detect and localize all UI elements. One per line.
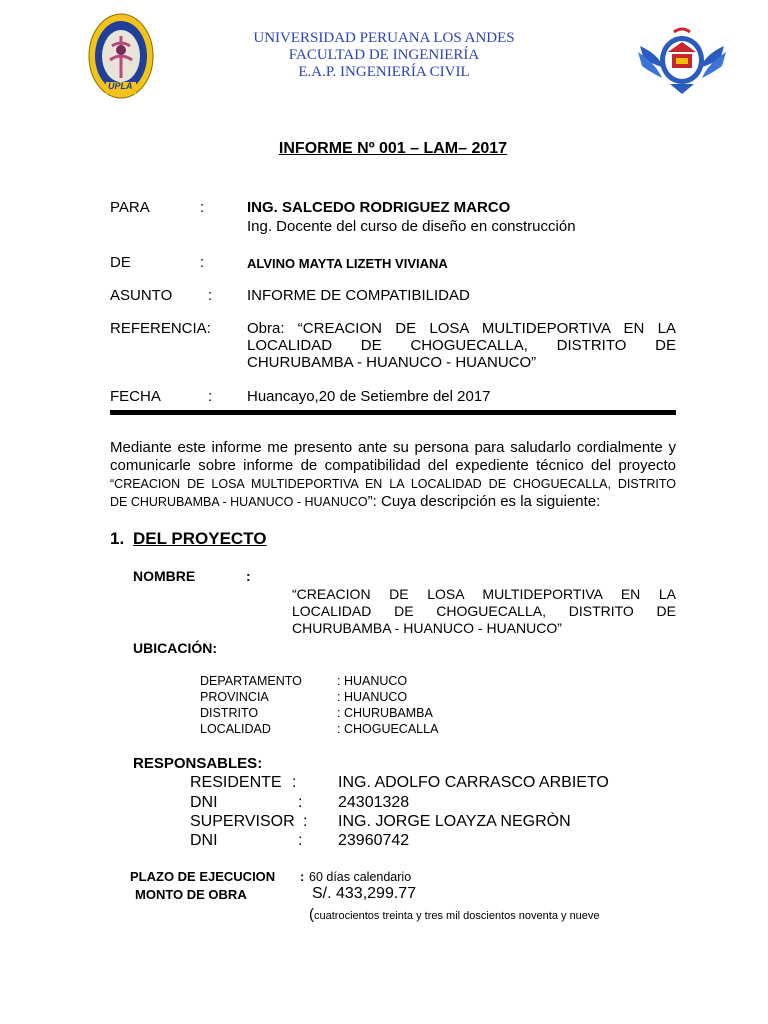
- report-title: INFORME Nº 001 – LAM– 2017: [278, 140, 508, 157]
- fecha-label: FECHA: [110, 388, 161, 405]
- ubicacion-label-2: DISTRITO: [200, 706, 259, 720]
- plazo-value: 60 días calendario: [309, 870, 412, 884]
- header-divider: [110, 410, 676, 415]
- fecha-value: Huancayo,20 de Setiembre del 2017: [247, 388, 491, 405]
- intro-line-4-rest: ”: Cuya descripción es la siguiente:: [367, 493, 601, 510]
- seal-abbrev: UPLA: [108, 81, 133, 91]
- ubicacion-label-0: DEPARTAMENTO: [200, 674, 302, 688]
- nombre-label: NOMBRE: [133, 568, 196, 584]
- ubicacion-value-3: : CHOGUECALLA: [337, 722, 439, 736]
- responsable-colon-3: :: [298, 832, 303, 849]
- intro-line-4-small: DE CHURUBAMBA - HUANUCO - HUANUCO: [110, 495, 368, 509]
- nombre-line-3: CHURUBAMBA - HUANUCO - HUANUCO”: [292, 620, 562, 636]
- plazo-colon: :: [300, 869, 305, 884]
- ubicacion-label-3: LOCALIDAD: [200, 722, 271, 736]
- referencia-label: REFERENCIA:: [110, 320, 211, 337]
- nombre-colon: :: [246, 568, 251, 584]
- nombre-line-1: “CREACION DE LOSA MULTIDEPORTIVA EN LA: [292, 586, 676, 602]
- section-number: 1.: [110, 529, 125, 548]
- responsable-label-3: DNI: [190, 832, 218, 849]
- referencia-line-1: Obra: “CREACION DE LOSA MULTIDEPORTIVA EN LA: [247, 320, 676, 337]
- para-role: Ing. Docente del curso de diseño en construcción: [247, 218, 576, 235]
- referencia-value: [247, 320, 676, 371]
- responsables-label: RESPONSABLES:: [133, 755, 263, 772]
- monto-value: S/. 433,299.77: [312, 885, 417, 902]
- asunto-value: INFORME DE COMPATIBILIDAD: [247, 287, 470, 304]
- monto-words: [309, 906, 600, 924]
- university-name: UNIVERSIDAD PERUANA LOS ANDES: [253, 30, 515, 46]
- referencia-line-3: CHURUBAMBA - HUANUCO - HUANUCO”: [247, 354, 537, 371]
- faculty-emblem-logo: [636, 24, 728, 96]
- monto-words-paren: (: [309, 906, 314, 923]
- responsable-value-3: 23960742: [338, 832, 410, 849]
- ubicacion-value-2: : CHURUBAMBA: [337, 706, 433, 720]
- responsable-colon-0: :: [292, 774, 297, 791]
- ubicacion-label: UBICACIÓN:: [133, 640, 217, 656]
- asunto-colon: :: [208, 287, 213, 304]
- plazo-label: PLAZO DE EJECUCION: [130, 869, 276, 884]
- responsable-value-2: ING. JORGE LOAYZA NEGRÒN: [338, 813, 571, 830]
- monto-label: MONTO DE OBRA: [135, 887, 247, 902]
- faculty-name: FACULTAD DE INGENIERÍA: [288, 47, 480, 63]
- section-title: DEL PROYECTO: [133, 529, 267, 548]
- responsable-colon-1: :: [298, 794, 303, 811]
- responsable-label-1: DNI: [190, 794, 218, 811]
- nombre-value: [292, 586, 676, 637]
- nombre-line-2: LOCALIDAD DE CHOGUECALLA, DISTRITO DE: [292, 603, 676, 619]
- de-name: ALVINO MAYTA LIZETH VIVIANA: [247, 256, 448, 271]
- school-name: E.A.P. INGENIERÍA CIVIL: [298, 64, 470, 80]
- responsable-label-0: RESIDENTE: [190, 774, 282, 791]
- responsable-label-2: SUPERVISOR: [190, 813, 295, 830]
- responsable-colon-2: :: [303, 813, 308, 830]
- monto-words-text: cuatrocientos treinta y tres mil doscientos noventa y nueve: [314, 910, 600, 922]
- para-colon: :: [200, 199, 205, 216]
- intro-paragraph: [110, 439, 676, 511]
- intro-line-2: comunicarle sobre informe de compatibilidad del expediente técnico del proyecto: [110, 457, 676, 474]
- referencia-line-2: LOCALIDAD DE CHOGUECALLA, DISTRITO DE: [247, 337, 676, 354]
- de-label: DE: [110, 254, 131, 271]
- fecha-colon: :: [208, 388, 213, 405]
- intro-line-3: “CREACION DE LOSA MULTIDEPORTIVA EN LA LOCALIDAD DE CHOGUECALLA, DISTRITO: [110, 477, 676, 491]
- asunto-label: ASUNTO: [110, 287, 173, 304]
- ubicacion-label-1: PROVINCIA: [200, 690, 269, 704]
- intro-line-1: Mediante este informe me presento ante su persona para saludarlo cordialmente y: [110, 439, 676, 456]
- responsable-value-0: ING. ADOLFO CARRASCO ARBIETO: [338, 774, 609, 791]
- de-colon: :: [200, 254, 205, 271]
- para-label: PARA: [110, 199, 150, 216]
- para-name: ING. SALCEDO RODRIGUEZ MARCO: [247, 199, 511, 216]
- responsable-value-1: 24301328: [338, 794, 410, 811]
- ubicacion-value-1: : HUANUCO: [337, 690, 408, 704]
- ubicacion-value-0: : HUANUCO: [337, 674, 408, 688]
